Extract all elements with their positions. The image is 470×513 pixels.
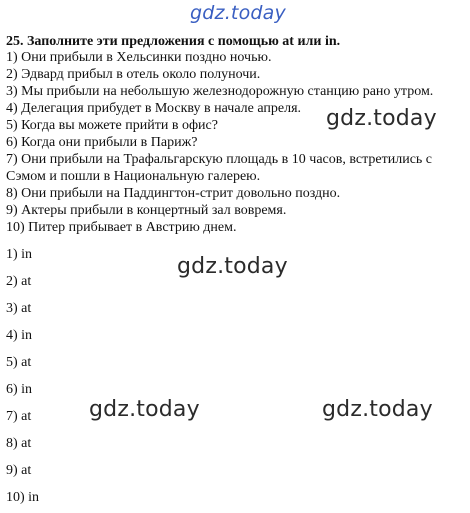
answer-6: 6) in (6, 382, 33, 397)
watermark: gdz.today (177, 254, 288, 279)
answer-1: 1) in (6, 247, 33, 262)
answer-9: 9) at (6, 463, 32, 478)
sentence-4: 4) Делегация прибудет в Москву в начале апреля. (6, 101, 302, 116)
sentence-8: 8) Они прибыли на Паддингтон-стрит довольно поздно. (6, 186, 341, 201)
sentence-1: 1) Они прибыли в Хельсинки поздно ночью. (6, 50, 272, 65)
sentence-10: 10) Питер прибывает в Австрию днем. (6, 220, 237, 235)
answer-3: 3) at (6, 301, 32, 316)
watermark: gdz.today (326, 106, 437, 131)
sentence-6: 6) Когда они прибыли в Париж? (6, 135, 198, 150)
sentence-3: 3) Мы прибыли на небольшую железнодорожную станцию рано утром. (6, 84, 434, 99)
answer-4: 4) in (6, 328, 33, 343)
answer-5: 5) at (6, 355, 32, 370)
watermark-logo: gdz.today (190, 2, 286, 24)
sentence-7-continued: Сэмом и пошли в Национальную галерею. (6, 169, 261, 184)
sentence-7: 7) Они прибыли на Трафальгарскую площадь в 10 часов, встретились с (6, 152, 433, 167)
watermark: gdz.today (89, 397, 200, 422)
answer-8: 8) at (6, 436, 32, 451)
answer-2: 2) at (6, 274, 32, 289)
answer-7: 7) at (6, 409, 32, 424)
watermark: gdz.today (322, 397, 433, 422)
sentence-5: 5) Когда вы можете прийти в офис? (6, 118, 218, 133)
exercise-title: 25. Заполните эти предложения с помощью at или in. (6, 34, 341, 49)
sentence-2: 2) Эдвард прибыл в отель около полуночи. (6, 67, 261, 82)
answer-10: 10) in (6, 490, 40, 505)
sentence-9: 9) Актеры прибыли в концертный зал вовремя. (6, 203, 287, 218)
